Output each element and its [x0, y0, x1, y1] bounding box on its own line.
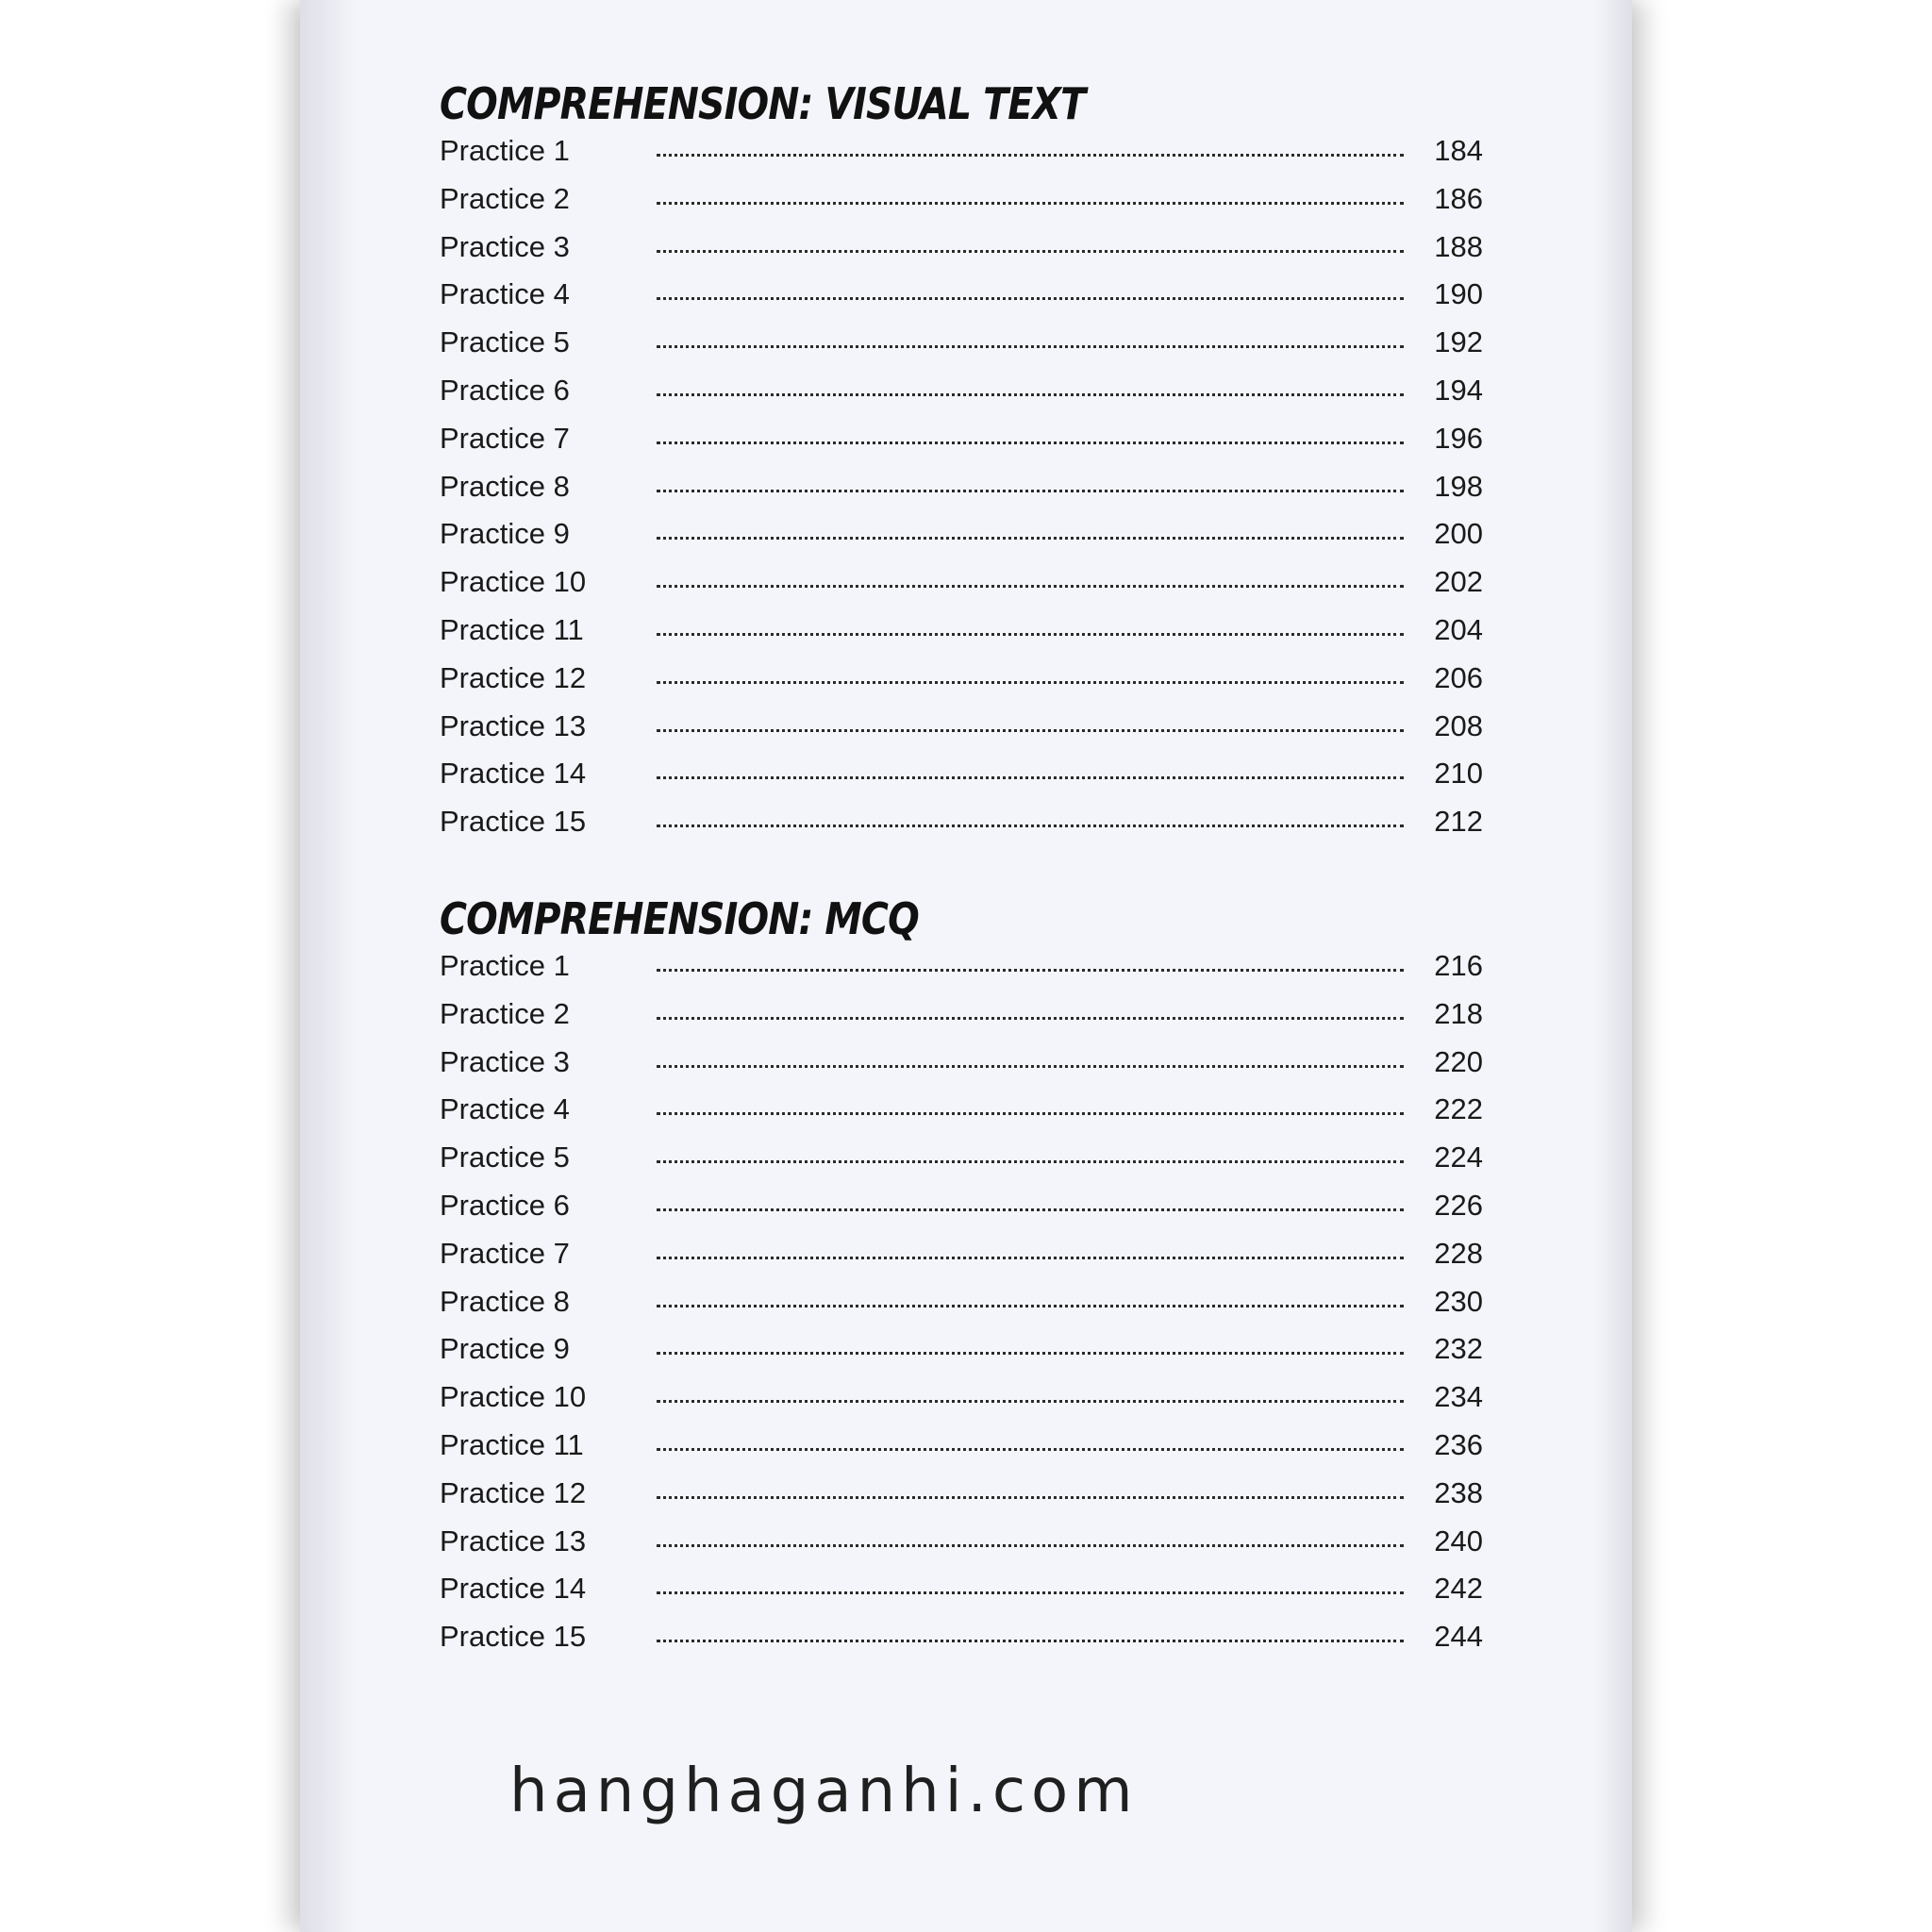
dot-leader: [657, 250, 1404, 253]
toc-entry: [440, 1332, 1483, 1380]
dot-leader: [657, 202, 1404, 205]
toc-entry: [440, 277, 1483, 325]
toc-entry-label: Practice 6: [440, 373, 570, 407]
dot-leader: [657, 1496, 1404, 1499]
toc-entry-label: Practice 13: [440, 708, 587, 742]
dot-leader: [657, 824, 1404, 827]
dot-leader: [657, 490, 1404, 492]
toc-entry-label: Practice 15: [440, 1620, 587, 1654]
toc-entry-label: Practice 2: [440, 181, 570, 215]
toc-entry: [440, 661, 1483, 709]
dot-leader: [657, 441, 1404, 444]
toc-entry-label: Practice 11: [440, 1427, 584, 1461]
toc-entry-label: Practice 4: [440, 277, 570, 311]
toc-entry-label: Practice 12: [440, 1475, 587, 1509]
toc-entry-label: Practice 14: [440, 1572, 587, 1606]
toc-entry-label: Practice 3: [440, 1044, 570, 1078]
toc-entry-page-number: 206: [1434, 660, 1483, 694]
toc-entry: [440, 1428, 1483, 1476]
toc-entry-label: Practice 4: [440, 1092, 570, 1126]
watermark-text: hanghaganhi.com: [509, 1757, 1139, 1826]
toc-entry-page-number: 192: [1434, 325, 1483, 359]
toc-section-visual-text: [440, 74, 1483, 853]
toc-entry-label: Practice 2: [440, 996, 570, 1030]
book-page: [300, 0, 1632, 1932]
dot-leader: [657, 1448, 1404, 1451]
dot-leader: [657, 1257, 1404, 1259]
toc-entry-page-number: 226: [1434, 1188, 1483, 1222]
toc-entry-page-number: 188: [1434, 229, 1483, 263]
toc-entry-label: Practice 1: [440, 134, 570, 167]
toc-entry: [440, 1476, 1483, 1524]
toc-entry-page-number: 238: [1434, 1475, 1483, 1509]
toc-entry-label: Practice 10: [440, 1380, 587, 1414]
toc-entry-page-number: 242: [1434, 1572, 1483, 1606]
toc-entry-page-number: 224: [1434, 1141, 1483, 1174]
dot-leader: [657, 1400, 1404, 1403]
toc-entry-label: Practice 10: [440, 565, 587, 599]
dot-leader: [657, 776, 1404, 779]
toc-entry: [440, 613, 1483, 661]
toc-entry: [440, 1285, 1483, 1333]
toc-entry: [440, 997, 1483, 1045]
toc-entry-page-number: 204: [1434, 612, 1483, 646]
dot-leader: [657, 585, 1404, 588]
toc-entry: [440, 1045, 1483, 1093]
toc-entry-label: Practice 12: [440, 660, 587, 694]
toc-entry-label: Practice 15: [440, 805, 587, 839]
toc-entry: [440, 1524, 1483, 1573]
toc-entry-page-number: 184: [1434, 134, 1483, 167]
toc-entry-label: Practice 9: [440, 1332, 570, 1366]
toc-entry-page-number: 186: [1434, 181, 1483, 215]
dot-leader: [657, 633, 1404, 636]
toc-entry: [440, 805, 1483, 853]
toc-entry-page-number: 200: [1434, 517, 1483, 551]
toc-entry-page-number: 228: [1434, 1236, 1483, 1270]
section-heading: COMPREHENSION: MCQ: [440, 893, 919, 944]
toc-entry: [440, 709, 1483, 758]
toc-entry-page-number: 212: [1434, 805, 1483, 839]
toc-entry: [440, 1189, 1483, 1237]
toc-entry-page-number: 240: [1434, 1524, 1483, 1557]
dot-leader: [657, 969, 1404, 972]
toc-entry-label: Practice 8: [440, 469, 570, 503]
dot-leader: [657, 1640, 1404, 1642]
toc-entry-page-number: 220: [1434, 1044, 1483, 1078]
toc-entry-label: Practice 13: [440, 1524, 587, 1557]
dot-leader: [657, 1065, 1404, 1068]
toc-entry: [440, 182, 1483, 230]
toc-entry-label: Practice 3: [440, 229, 570, 263]
toc-entry-page-number: 190: [1434, 277, 1483, 311]
dot-leader: [657, 681, 1404, 684]
toc-entry-list: [440, 134, 1483, 853]
toc-entry: [440, 230, 1483, 278]
toc-entry: [440, 422, 1483, 470]
toc-entry-page-number: 208: [1434, 708, 1483, 742]
toc-entry-page-number: 236: [1434, 1427, 1483, 1461]
toc-entry-label: Practice 7: [440, 421, 570, 455]
dot-leader: [657, 297, 1404, 300]
toc-entry: [440, 1572, 1483, 1620]
toc-entry-label: Practice 7: [440, 1236, 570, 1270]
toc-entry-page-number: 202: [1434, 565, 1483, 599]
dot-leader: [657, 1112, 1404, 1115]
dot-leader: [657, 537, 1404, 540]
toc-entry: [440, 757, 1483, 805]
dot-leader: [657, 345, 1404, 348]
toc-entry-label: Practice 8: [440, 1284, 570, 1318]
toc-entry: [440, 1237, 1483, 1285]
toc-entry: [440, 134, 1483, 182]
toc-entry: [440, 374, 1483, 422]
dot-leader: [657, 1160, 1404, 1163]
toc-entry-page-number: 222: [1434, 1092, 1483, 1126]
dot-leader: [657, 393, 1404, 396]
toc-entry-label: Practice 9: [440, 517, 570, 551]
toc-section-mcq: [440, 889, 1483, 1668]
dot-leader: [657, 1208, 1404, 1211]
toc-entry: [440, 949, 1483, 997]
toc-entry-label: Practice 5: [440, 325, 570, 359]
toc-entry-list: [440, 949, 1483, 1668]
toc-entry: [440, 565, 1483, 613]
dot-leader: [657, 1305, 1404, 1307]
toc-entry-page-number: 232: [1434, 1332, 1483, 1366]
toc-entry: [440, 1620, 1483, 1668]
toc-entry-label: Practice 11: [440, 612, 584, 646]
toc-entry-label: Practice 1: [440, 949, 570, 982]
toc-entry: [440, 517, 1483, 565]
toc-entry-label: Practice 5: [440, 1141, 570, 1174]
toc-entry-page-number: 230: [1434, 1284, 1483, 1318]
toc-entry: [440, 325, 1483, 374]
toc-entry-page-number: 218: [1434, 996, 1483, 1030]
toc-entry-page-number: 194: [1434, 373, 1483, 407]
toc-entry-page-number: 244: [1434, 1620, 1483, 1654]
dot-leader: [657, 154, 1404, 157]
toc-entry: [440, 1380, 1483, 1428]
dot-leader: [657, 1017, 1404, 1020]
toc-entry-label: Practice 14: [440, 757, 587, 791]
toc-entry-label: Practice 6: [440, 1188, 570, 1222]
dot-leader: [657, 1591, 1404, 1594]
section-heading: COMPREHENSION: VISUAL TEXT: [440, 78, 1086, 129]
toc-entry-page-number: 210: [1434, 757, 1483, 791]
dot-leader: [657, 1544, 1404, 1547]
dot-leader: [657, 1352, 1404, 1355]
toc-entry-page-number: 196: [1434, 421, 1483, 455]
dot-leader: [657, 729, 1404, 732]
toc-entry-page-number: 198: [1434, 469, 1483, 503]
toc-entry-page-number: 216: [1434, 949, 1483, 982]
toc-entry: [440, 1092, 1483, 1141]
toc-entry: [440, 1141, 1483, 1189]
toc-entry: [440, 470, 1483, 518]
toc-entry-page-number: 234: [1434, 1380, 1483, 1414]
